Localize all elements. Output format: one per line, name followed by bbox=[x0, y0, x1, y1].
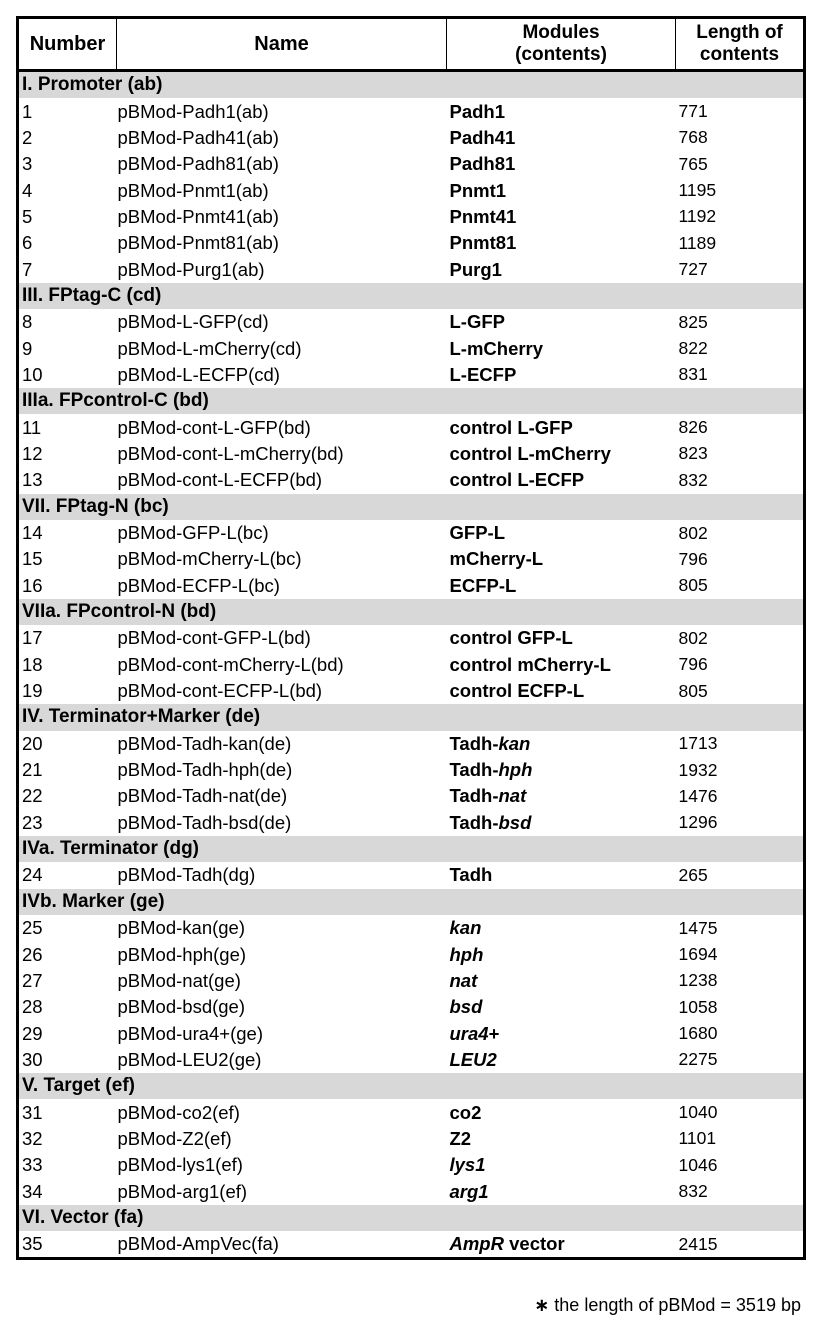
row-length: 802 bbox=[678, 627, 708, 648]
row-module bbox=[447, 941, 676, 967]
row-module bbox=[447, 757, 676, 783]
row-name: pBMod-mCherry-L(bc) bbox=[117, 548, 302, 570]
module-part: Pnmt41 bbox=[449, 205, 517, 227]
row-length: 1046 bbox=[678, 1154, 718, 1175]
section-title: VIIa. FPcontrol-N (bd) bbox=[18, 599, 805, 625]
table-row bbox=[18, 731, 805, 757]
module-part: bsd bbox=[498, 811, 532, 833]
row-length: 1296 bbox=[678, 812, 718, 833]
asterisk-icon: ∗ bbox=[534, 1295, 550, 1315]
row-name: pBMod-Z2(ef) bbox=[117, 1127, 232, 1149]
section-title: V. Target (ef) bbox=[18, 1073, 805, 1099]
table-row bbox=[18, 546, 805, 572]
table-row bbox=[18, 968, 805, 994]
module-part: ECFP-L bbox=[449, 574, 517, 596]
table-row bbox=[18, 98, 805, 124]
row-number: 22 bbox=[22, 785, 43, 807]
row-name: pBMod-cont-L-ECFP(bd) bbox=[117, 469, 323, 491]
module-part: L-ECFP bbox=[449, 363, 517, 385]
table-row bbox=[18, 915, 805, 941]
row-module bbox=[447, 177, 676, 203]
row-length: 796 bbox=[678, 654, 708, 675]
section-title: IVb. Marker (ge) bbox=[18, 889, 805, 915]
header-length bbox=[676, 18, 805, 71]
row-length: 1238 bbox=[678, 970, 718, 991]
row-length: 1694 bbox=[678, 944, 718, 965]
module-part: + bbox=[488, 1022, 500, 1044]
row-name: pBMod-Padh41(ab) bbox=[117, 126, 279, 148]
header-name: Name bbox=[117, 18, 447, 71]
module-part: kan bbox=[449, 917, 482, 939]
row-number: 25 bbox=[22, 917, 43, 939]
row-number: 24 bbox=[22, 864, 43, 886]
row-name: pBMod-ECFP-L(bc) bbox=[117, 574, 280, 596]
row-number: 34 bbox=[22, 1180, 43, 1202]
module-part: control GFP-L bbox=[449, 627, 573, 649]
table-row bbox=[18, 1178, 805, 1204]
section-title: IVa. Terminator (dg) bbox=[18, 836, 805, 862]
module-part: co2 bbox=[449, 1101, 482, 1123]
row-number: 32 bbox=[22, 1127, 43, 1149]
module-part: ura4 bbox=[449, 1022, 489, 1044]
row-length: 823 bbox=[678, 443, 708, 464]
row-number: 23 bbox=[22, 811, 43, 833]
module-part: nat bbox=[498, 785, 527, 807]
module-part: AmpR bbox=[449, 1233, 504, 1255]
row-number: 20 bbox=[22, 732, 43, 754]
module-part: Padh1 bbox=[449, 100, 506, 122]
row-name: pBMod-bsd(ge) bbox=[117, 996, 246, 1018]
row-number: 4 bbox=[22, 179, 33, 201]
row-number: 13 bbox=[22, 469, 43, 491]
row-number: 16 bbox=[22, 574, 43, 596]
table-row bbox=[18, 652, 805, 678]
row-number: 11 bbox=[22, 416, 42, 438]
row-length: 2415 bbox=[678, 1233, 718, 1254]
table-row bbox=[18, 1126, 805, 1152]
row-module bbox=[447, 151, 676, 177]
row-module bbox=[447, 414, 676, 440]
row-name: pBMod-ura4+(ge) bbox=[117, 1022, 264, 1044]
section-row bbox=[18, 494, 805, 520]
row-name: pBMod-nat(ge) bbox=[117, 969, 241, 991]
row-length: 1040 bbox=[678, 1102, 718, 1123]
row-number: 19 bbox=[22, 680, 43, 702]
row-module bbox=[447, 230, 676, 256]
module-part: control mCherry-L bbox=[449, 653, 611, 675]
row-module bbox=[447, 309, 676, 335]
module-part: control L-mCherry bbox=[449, 442, 611, 464]
row-module bbox=[447, 98, 676, 124]
table-row bbox=[18, 362, 805, 388]
row-number: 17 bbox=[22, 627, 43, 649]
row-name: pBMod-Tadh(dg) bbox=[117, 864, 256, 886]
row-length: 831 bbox=[678, 364, 708, 385]
row-length: 796 bbox=[678, 548, 708, 569]
row-length: 1680 bbox=[678, 1023, 718, 1044]
row-length: 1058 bbox=[678, 996, 718, 1017]
row-length: 832 bbox=[678, 1181, 708, 1202]
section-row bbox=[18, 1073, 805, 1099]
row-module bbox=[447, 625, 676, 651]
module-part: nat bbox=[449, 969, 478, 991]
module-part: Padh41 bbox=[449, 126, 516, 148]
module-part: GFP-L bbox=[449, 522, 505, 544]
row-length: 822 bbox=[678, 338, 708, 359]
row-length: 826 bbox=[678, 417, 708, 438]
row-number: 27 bbox=[22, 969, 43, 991]
table-row bbox=[18, 941, 805, 967]
footnote bbox=[534, 1294, 801, 1316]
table-row bbox=[18, 783, 805, 809]
row-module bbox=[447, 1099, 676, 1125]
row-name: pBMod-cont-ECFP-L(bd) bbox=[117, 680, 323, 702]
row-module bbox=[447, 731, 676, 757]
module-part: vector bbox=[503, 1233, 565, 1255]
footnote-text: the length of pBMod = 3519 bp bbox=[549, 1295, 801, 1315]
row-name: pBMod-Padh1(ab) bbox=[117, 100, 269, 122]
section-title: VI. Vector (fa) bbox=[18, 1205, 805, 1231]
module-part: Z2 bbox=[449, 1127, 472, 1149]
table-row bbox=[18, 441, 805, 467]
row-length: 805 bbox=[678, 575, 708, 596]
section-title: VII. FPtag-N (bc) bbox=[18, 494, 805, 520]
row-number: 1 bbox=[22, 100, 33, 122]
row-module bbox=[447, 652, 676, 678]
header-modules-line2: (contents) bbox=[515, 44, 607, 65]
row-name: pBMod-Padh81(ab) bbox=[117, 153, 279, 175]
table-row bbox=[18, 1152, 805, 1178]
row-number: 5 bbox=[22, 205, 33, 227]
row-module bbox=[447, 783, 676, 809]
table-row bbox=[18, 467, 805, 493]
module-part: Tadh- bbox=[449, 732, 499, 754]
section-row bbox=[18, 704, 805, 730]
table-row bbox=[18, 1231, 805, 1259]
row-number: 31 bbox=[22, 1101, 43, 1123]
row-number: 15 bbox=[22, 548, 43, 570]
row-length: 771 bbox=[678, 101, 708, 122]
module-part: hph bbox=[498, 759, 533, 781]
row-length: 727 bbox=[678, 259, 708, 280]
row-name: pBMod-co2(ef) bbox=[117, 1101, 240, 1123]
row-module bbox=[447, 915, 676, 941]
section-row bbox=[18, 599, 805, 625]
row-number: 3 bbox=[22, 153, 33, 175]
module-part: Pnmt81 bbox=[449, 232, 517, 254]
row-module bbox=[447, 573, 676, 599]
plasmid-module-table bbox=[16, 16, 806, 1260]
row-module bbox=[447, 204, 676, 230]
row-name: pBMod-Pnmt41(ab) bbox=[117, 205, 279, 227]
row-module bbox=[447, 1020, 676, 1046]
row-number: 10 bbox=[22, 363, 43, 385]
module-part: control L-ECFP bbox=[449, 469, 585, 491]
row-module bbox=[447, 1126, 676, 1152]
row-module bbox=[447, 520, 676, 546]
row-number: 28 bbox=[22, 996, 43, 1018]
module-part: lys1 bbox=[449, 1154, 486, 1176]
module-part: Tadh- bbox=[449, 785, 499, 807]
row-length: 768 bbox=[678, 127, 708, 148]
module-part: Tadh- bbox=[449, 759, 499, 781]
module-part: Purg1 bbox=[449, 258, 502, 280]
table-row bbox=[18, 204, 805, 230]
module-part: bsd bbox=[449, 996, 483, 1018]
section-title: IIIa. FPcontrol-C (bd) bbox=[18, 388, 805, 414]
section-row bbox=[18, 836, 805, 862]
row-length: 765 bbox=[678, 153, 708, 174]
table-row bbox=[18, 230, 805, 256]
section-title: III. FPtag-C (cd) bbox=[18, 283, 805, 309]
row-name: pBMod-L-GFP(cd) bbox=[117, 311, 269, 333]
table-row bbox=[18, 625, 805, 651]
row-length: 802 bbox=[678, 522, 708, 543]
row-length: 825 bbox=[678, 311, 708, 332]
module-part: kan bbox=[498, 732, 531, 754]
row-name: pBMod-Tadh-bsd(de) bbox=[117, 811, 292, 833]
row-module bbox=[447, 256, 676, 282]
row-module bbox=[447, 678, 676, 704]
row-module bbox=[447, 1231, 676, 1259]
row-name: pBMod-lys1(ef) bbox=[117, 1154, 243, 1176]
row-number: 9 bbox=[22, 337, 33, 359]
row-module bbox=[447, 467, 676, 493]
module-part: Pnmt1 bbox=[449, 179, 507, 201]
row-name: pBMod-Tadh-nat(de) bbox=[117, 785, 288, 807]
row-number: 21 bbox=[22, 759, 43, 781]
row-name: pBMod-GFP-L(bc) bbox=[117, 522, 269, 544]
header-modules-line1: Modules bbox=[522, 22, 600, 43]
table-row bbox=[18, 862, 805, 888]
row-number: 7 bbox=[22, 258, 33, 280]
table-row bbox=[18, 309, 805, 335]
row-name: pBMod-Tadh-kan(de) bbox=[117, 732, 292, 754]
section-row bbox=[18, 71, 805, 99]
table-row bbox=[18, 994, 805, 1020]
header-length-line1: Length of bbox=[696, 22, 783, 43]
row-length: 1189 bbox=[678, 232, 717, 253]
row-name: pBMod-Tadh-hph(de) bbox=[117, 759, 293, 781]
row-module bbox=[447, 1047, 676, 1073]
module-part: Tadh bbox=[449, 864, 493, 886]
table-row bbox=[18, 414, 805, 440]
row-length: 1475 bbox=[678, 917, 718, 938]
row-name: pBMod-AmpVec(fa) bbox=[117, 1233, 279, 1255]
row-module bbox=[447, 362, 676, 388]
row-name: pBMod-cont-mCherry-L(bd) bbox=[117, 653, 344, 675]
header-modules bbox=[447, 18, 676, 71]
module-part: control L-GFP bbox=[449, 416, 573, 438]
row-name: pBMod-L-ECFP(cd) bbox=[117, 363, 280, 385]
row-number: 8 bbox=[22, 311, 33, 333]
table-row bbox=[18, 125, 805, 151]
row-module bbox=[447, 862, 676, 888]
row-module bbox=[447, 1178, 676, 1204]
row-module bbox=[447, 335, 676, 361]
table-row bbox=[18, 335, 805, 361]
section-row bbox=[18, 388, 805, 414]
row-name: pBMod-Pnmt1(ab) bbox=[117, 179, 269, 201]
row-module bbox=[447, 441, 676, 467]
table-row bbox=[18, 256, 805, 282]
module-part: LEU2 bbox=[449, 1048, 497, 1070]
row-module bbox=[447, 1152, 676, 1178]
table-row bbox=[18, 810, 805, 836]
table-row bbox=[18, 1020, 805, 1046]
module-part: mCherry-L bbox=[449, 548, 544, 570]
row-number: 35 bbox=[22, 1233, 43, 1255]
row-module bbox=[447, 546, 676, 572]
row-name: pBMod-LEU2(ge) bbox=[117, 1048, 262, 1070]
row-number: 12 bbox=[22, 442, 43, 464]
table-row bbox=[18, 1047, 805, 1073]
row-module bbox=[447, 968, 676, 994]
row-length: 1932 bbox=[678, 759, 718, 780]
module-part: hph bbox=[449, 943, 484, 965]
row-length: 2275 bbox=[678, 1049, 718, 1070]
row-length: 1195 bbox=[678, 180, 717, 201]
row-length: 805 bbox=[678, 680, 708, 701]
module-part: Padh81 bbox=[449, 153, 516, 175]
table-row bbox=[18, 678, 805, 704]
row-number: 6 bbox=[22, 232, 33, 254]
row-number: 2 bbox=[22, 126, 33, 148]
header-number: Number bbox=[18, 18, 117, 71]
header-length-line2: contents bbox=[699, 44, 780, 65]
row-module bbox=[447, 125, 676, 151]
module-part: Tadh- bbox=[449, 811, 499, 833]
row-module bbox=[447, 994, 676, 1020]
row-name: pBMod-cont-GFP-L(bd) bbox=[117, 627, 311, 649]
row-name: pBMod-cont-L-mCherry(bd) bbox=[117, 442, 344, 464]
section-row bbox=[18, 889, 805, 915]
row-length: 832 bbox=[678, 469, 708, 490]
row-number: 33 bbox=[22, 1154, 43, 1176]
row-number: 18 bbox=[22, 653, 43, 675]
row-length: 265 bbox=[678, 864, 708, 885]
row-number: 14 bbox=[22, 522, 43, 544]
row-number: 29 bbox=[22, 1022, 43, 1044]
module-part: L-GFP bbox=[449, 311, 505, 333]
table-body bbox=[18, 71, 805, 1259]
table-row bbox=[18, 573, 805, 599]
section-row bbox=[18, 283, 805, 309]
row-length: 1476 bbox=[678, 785, 718, 806]
row-name: pBMod-arg1(ef) bbox=[117, 1180, 248, 1202]
row-name: pBMod-L-mCherry(cd) bbox=[117, 337, 302, 359]
section-title: I. Promoter (ab) bbox=[18, 71, 805, 99]
table-header-row bbox=[18, 18, 805, 71]
table-row bbox=[18, 1099, 805, 1125]
row-length: 1101 bbox=[678, 1128, 717, 1149]
row-module bbox=[447, 810, 676, 836]
row-name: pBMod-kan(ge) bbox=[117, 917, 246, 939]
table-row bbox=[18, 151, 805, 177]
table-row bbox=[18, 177, 805, 203]
row-name: pBMod-cont-L-GFP(bd) bbox=[117, 416, 311, 438]
section-title: IV. Terminator+Marker (de) bbox=[18, 704, 805, 730]
module-part: L-mCherry bbox=[449, 337, 544, 359]
row-length: 1713 bbox=[678, 733, 718, 754]
row-name: pBMod-hph(ge) bbox=[117, 943, 247, 965]
row-name: pBMod-Pnmt81(ab) bbox=[117, 232, 279, 254]
module-part: arg1 bbox=[449, 1180, 489, 1202]
row-number: 30 bbox=[22, 1048, 43, 1070]
table-row bbox=[18, 520, 805, 546]
module-part: control ECFP-L bbox=[449, 680, 585, 702]
row-name: pBMod-Purg1(ab) bbox=[117, 258, 265, 280]
row-number: 26 bbox=[22, 943, 43, 965]
section-row bbox=[18, 1205, 805, 1231]
row-length: 1192 bbox=[678, 206, 717, 227]
table-row bbox=[18, 757, 805, 783]
